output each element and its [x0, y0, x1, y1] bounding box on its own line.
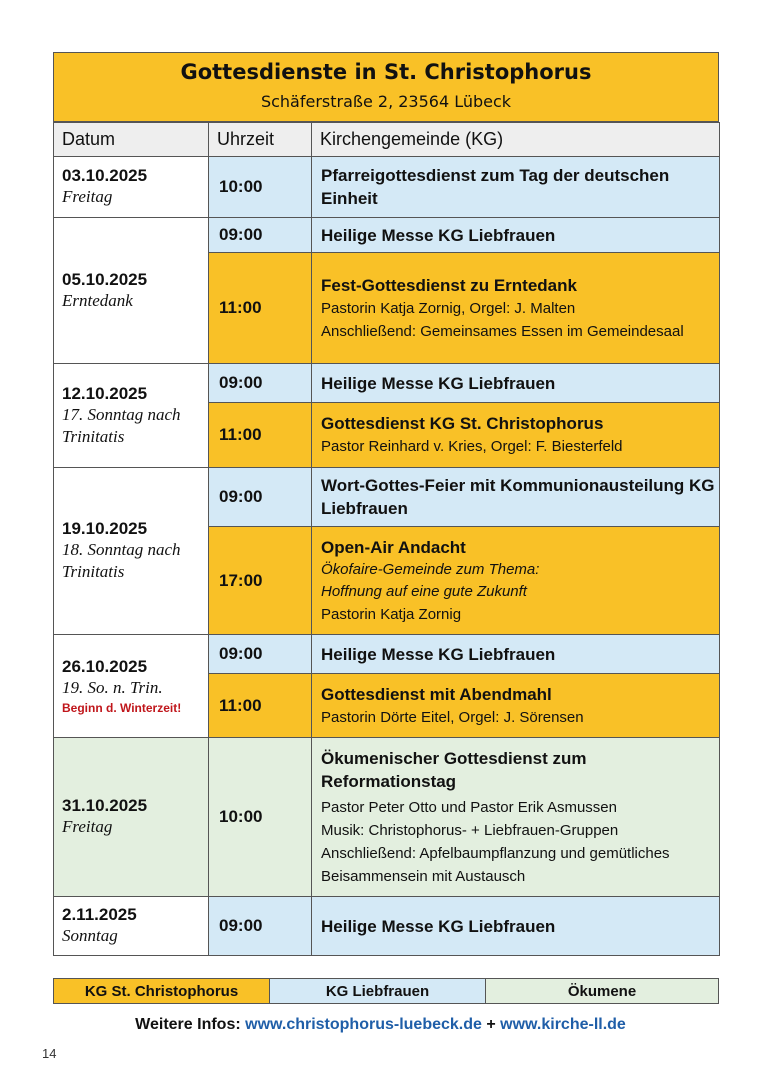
date-cell [54, 218, 209, 364]
event-cell [312, 157, 720, 218]
date-note: Freitag [62, 817, 113, 836]
schedule-table [53, 122, 720, 956]
link-kirche-ll[interactable]: www.kirche-ll.de [500, 1016, 626, 1033]
event-cell [312, 364, 720, 403]
event-title: Heilige Messe KG Liebfrauen [321, 373, 556, 393]
event-detail: Pastorin Dörte Eitel, Orgel: J. Sörensen [321, 708, 584, 726]
date: 2.11.2025 [62, 905, 137, 924]
event-cell [312, 468, 720, 527]
event-theme: Ökofaire-Gemeinde zum Thema: [321, 560, 540, 578]
table-row [54, 897, 720, 956]
event-title: Wort-Gottes-Feier mit Kommunionausteilung KG Liebfrauen [321, 476, 715, 518]
date-cell [54, 897, 209, 956]
info-plus: + [486, 1016, 496, 1033]
time-cell: 09:00 [209, 897, 312, 956]
date-note: 18. Sonntag nach Trinitatis [62, 540, 181, 581]
schedule-address: Schäferstraße 2, 23564 Lübeck [260, 92, 512, 111]
event-detail: Anschließend: Gemeinsames Essen im Gemeindesaal [321, 322, 684, 340]
date-cell [54, 364, 209, 468]
table-row [54, 635, 720, 674]
table-header-row [54, 123, 720, 157]
event-cell [312, 674, 720, 738]
info-prefix: Weitere Infos: [135, 1016, 241, 1033]
time-cell: 11:00 [209, 674, 312, 738]
event-detail: Pastorin Katja Zornig, Orgel: J. Malten [321, 299, 576, 317]
event-title: Ökumenischer Gottesdienst zum Reformationstag [321, 748, 587, 791]
date-cell [54, 738, 209, 897]
legend-christophorus: KG St. Christophorus [54, 979, 270, 1003]
time-cell: 10:00 [209, 157, 312, 218]
table-row [54, 218, 720, 253]
event-title: Open-Air Andacht [321, 537, 466, 557]
time-cell: 09:00 [209, 218, 312, 253]
link-christophorus[interactable]: www.christophorus-luebeck.de [245, 1016, 482, 1033]
schedule [53, 52, 719, 956]
event-title: Heilige Messe KG Liebfrauen [321, 225, 556, 245]
legend-oekumene: Ökumene [486, 979, 718, 1003]
event-detail: Pastor Reinhard v. Kries, Orgel: F. Biesterfeld [321, 438, 623, 455]
table-row [54, 468, 720, 527]
event-detail: Pastor Peter Otto und Pastor Erik Asmussen [321, 798, 617, 816]
event-title: Gottesdienst KG St. Christophorus [321, 414, 604, 433]
event-detail: Anschließend: Apfelbaumpflanzung und gemütliches Beisammensein mit Austausch [321, 844, 670, 885]
table-row [54, 157, 720, 218]
event-cell [312, 635, 720, 674]
date: 19.10.2025 [62, 519, 148, 538]
column-header-date: Datum [54, 123, 209, 157]
date: 31.10.2025 [62, 796, 148, 815]
legend-liebfrauen: KG Liebfrauen [270, 979, 486, 1003]
date: 26.10.2025 [62, 657, 148, 676]
event-title: Gottesdienst mit Abendmahl [321, 684, 552, 704]
time-cell: 11:00 [209, 403, 312, 468]
column-header-parish: Kirchengemeinde (KG) [312, 123, 720, 157]
event-cell [312, 738, 720, 897]
event-title: Heilige Messe KG Liebfrauen [321, 644, 556, 664]
event-title: Pfarreigottesdienst zum Tag der deutschen Einheit [321, 166, 670, 208]
winter-time-warning: Beginn d. Winterzeit! [62, 701, 182, 715]
date-note: 17. Sonntag nach Trinitatis [62, 404, 181, 446]
date-note: 19. So. n. Trin. [62, 678, 163, 697]
table-row [54, 364, 720, 403]
event-cell [312, 218, 720, 253]
event-detail: Pastorin Katja Zornig [321, 605, 462, 623]
date: 05.10.2025 [62, 269, 148, 289]
time-cell: 09:00 [209, 364, 312, 403]
date: 12.10.2025 [62, 383, 148, 403]
date-note: Freitag [62, 187, 113, 206]
date-note: Erntedank [62, 290, 133, 310]
date-cell [54, 635, 209, 738]
date-cell [54, 157, 209, 218]
event-cell [312, 527, 720, 635]
time-cell: 17:00 [209, 527, 312, 635]
event-theme: Hoffnung auf eine gute Zukunft [321, 582, 527, 600]
schedule-header [53, 52, 719, 122]
event-cell [312, 897, 720, 956]
date-cell [54, 468, 209, 635]
date-note: Sonntag [62, 926, 118, 945]
time-cell: 11:00 [209, 253, 312, 364]
event-title: Fest-Gottesdienst zu Erntedank [321, 275, 577, 295]
time-cell: 09:00 [209, 635, 312, 674]
event-cell [312, 253, 720, 364]
schedule-title: Gottesdienste in St. Christophorus [180, 60, 592, 84]
event-title: Heilige Messe KG Liebfrauen [321, 916, 556, 936]
time-cell: 10:00 [209, 738, 312, 897]
page-number: 14 [42, 1046, 57, 1061]
table-row [54, 738, 720, 897]
event-detail: Musik: Christophorus- + Liebfrauen-Gruppen [321, 821, 619, 839]
date: 03.10.2025 [62, 166, 148, 185]
further-info [0, 1016, 761, 1034]
column-header-time: Uhrzeit [209, 123, 312, 157]
time-cell: 09:00 [209, 468, 312, 527]
color-legend [53, 978, 719, 1004]
event-cell [312, 403, 720, 468]
